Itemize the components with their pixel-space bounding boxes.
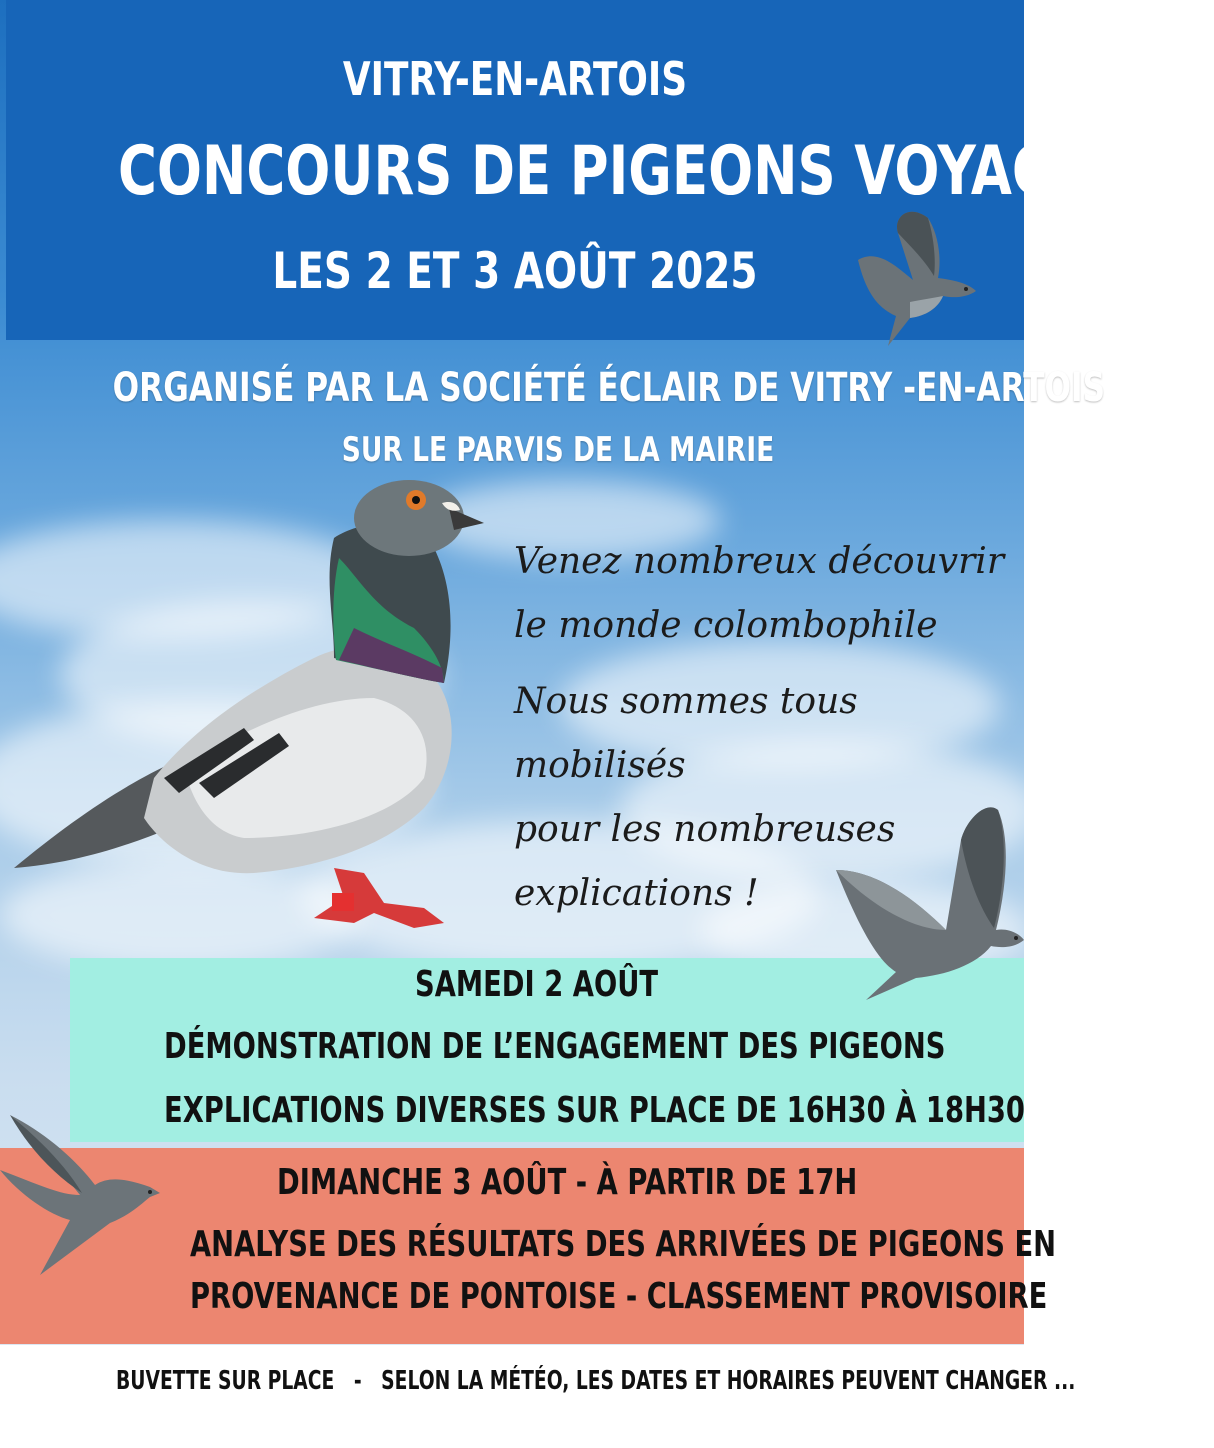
pigeon-standing-illustration (14, 478, 494, 948)
organizer-line: ORGANISÉ PAR LA SOCIÉTÉ ÉCLAIR DE VITRY -EN-ARTOIS (112, 365, 1106, 411)
saturday-item: EXPLICATIONS DIVERSES SUR PLACE DE 16H30 À 18H30 (164, 1090, 1025, 1131)
footer-notice: BUVETTE SUR PLACE - SELON LA MÉTÉO, LES DATES ET HORAIRES PEUVENT CHANGER ... (116, 1366, 1076, 1396)
invitation-line: le monde colombophile (514, 605, 938, 646)
event-title: CONCOURS DE PIGEONS VOYAGEURS (117, 132, 1214, 211)
sunday-item: PROVENANCE DE PONTOISE - CLASSEMENT PROVISOIRE (190, 1276, 1048, 1317)
saturday-heading: SAMEDI 2 AOÛT (415, 964, 659, 1005)
city-heading: VITRY-EN-ARTOIS (342, 52, 688, 106)
sunday-item: ANALYSE DES RÉSULTATS DES ARRIVÉES DE PIGEONS EN (190, 1224, 1057, 1265)
venue-line: SUR LE PARVIS DE LA MAIRIE (341, 430, 775, 470)
invitation-line: Venez nombreux découvrir (514, 541, 1005, 582)
invitation-line: Nous sommes tous mobilisés (514, 681, 858, 786)
flying-pigeon-icon (838, 198, 988, 348)
sunday-heading: DIMANCHE 3 AOÛT - À PARTIR DE 17H (277, 1162, 858, 1203)
event-dates: LES 2 ET 3 AOÛT 2025 (272, 242, 758, 300)
invitation-line: pour les nombreuses (514, 809, 896, 850)
flying-pigeon-icon (0, 1115, 165, 1275)
invitation-line: explications ! (514, 873, 759, 914)
flying-pigeon-icon (836, 800, 1026, 1000)
saturday-item: DÉMONSTRATION DE L’ENGAGEMENT DES PIGEONS (164, 1026, 946, 1067)
